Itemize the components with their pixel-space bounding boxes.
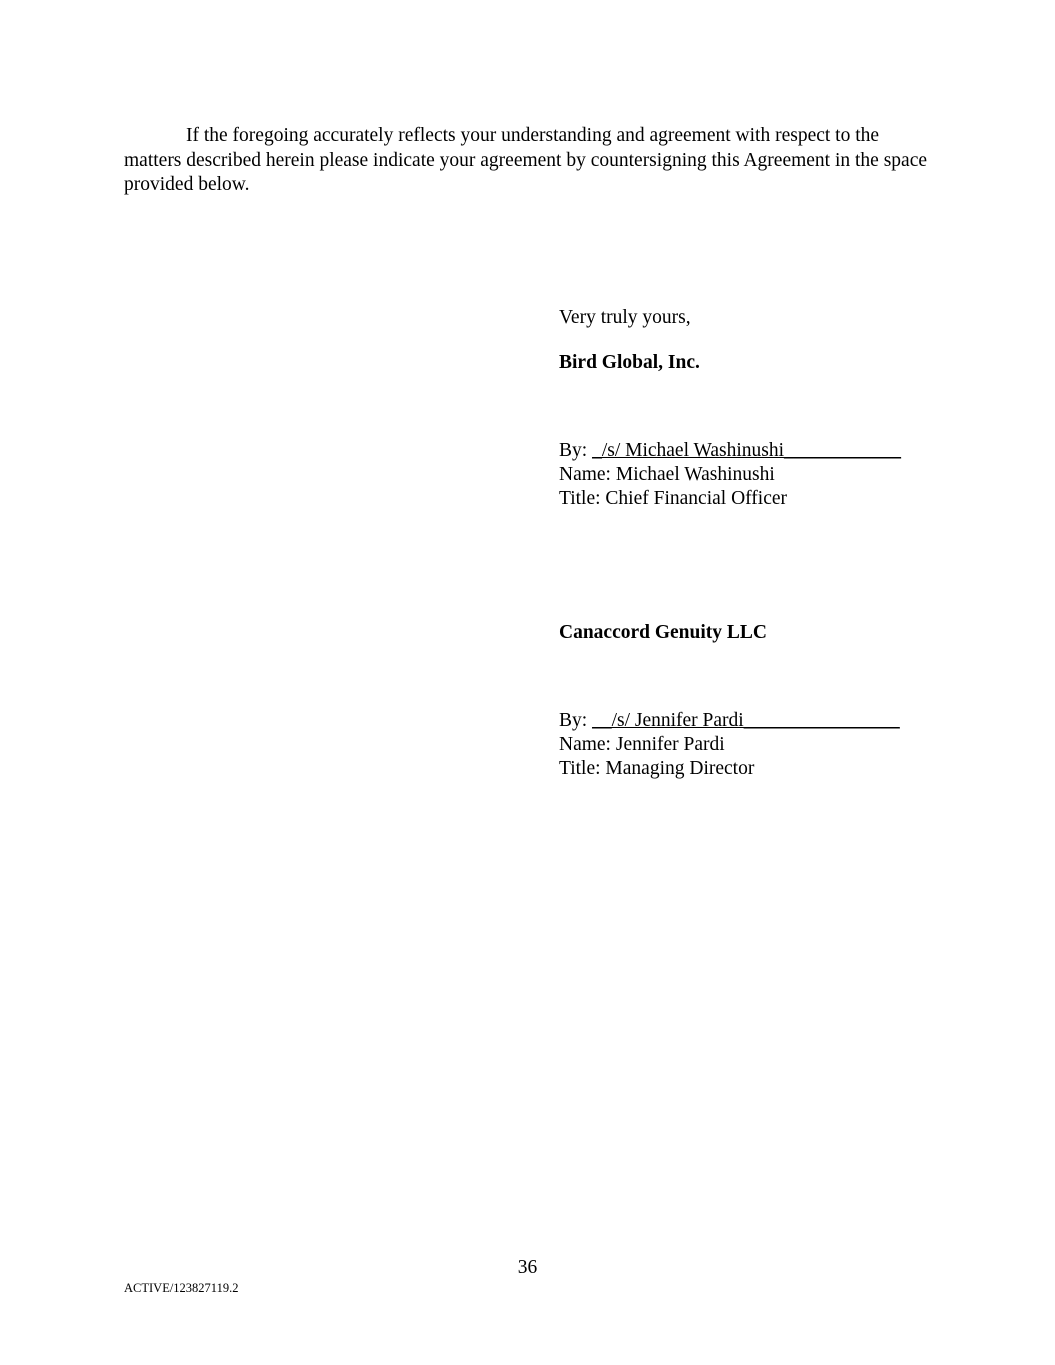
signature-line-canaccord bbox=[559, 709, 900, 733]
signer-title-bird: Title: Chief Financial Officer bbox=[559, 488, 788, 509]
signature-canaccord: __/s/ Jennifer Pardi________________ bbox=[592, 710, 900, 731]
signer-name-bird: Name: Michael Washinushi bbox=[559, 464, 775, 485]
signer-name-canaccord: Name: Jennifer Pardi bbox=[559, 734, 725, 755]
by-label: By: bbox=[559, 710, 593, 731]
signature-line-bird bbox=[559, 439, 901, 463]
document-id: ACTIVE/123827119.2 bbox=[124, 1281, 239, 1295]
company-name-bird: Bird Global, Inc. bbox=[559, 352, 700, 373]
closing-salutation: Very truly yours, bbox=[559, 307, 691, 328]
signature-bird: _/s/ Michael Washinushi____________ bbox=[592, 440, 902, 461]
company-name-canaccord: Canaccord Genuity LLC bbox=[559, 622, 768, 643]
page-number: 36 bbox=[517, 1257, 538, 1278]
by-label: By: bbox=[559, 440, 593, 461]
intro-paragraph: If the foregoing accurately reflects your understanding and agreement with respect to the matters described herein please indicate your agreement by countersigning this Agreement in the space provided below. bbox=[124, 125, 928, 195]
signer-title-canaccord: Title: Managing Director bbox=[559, 758, 755, 779]
